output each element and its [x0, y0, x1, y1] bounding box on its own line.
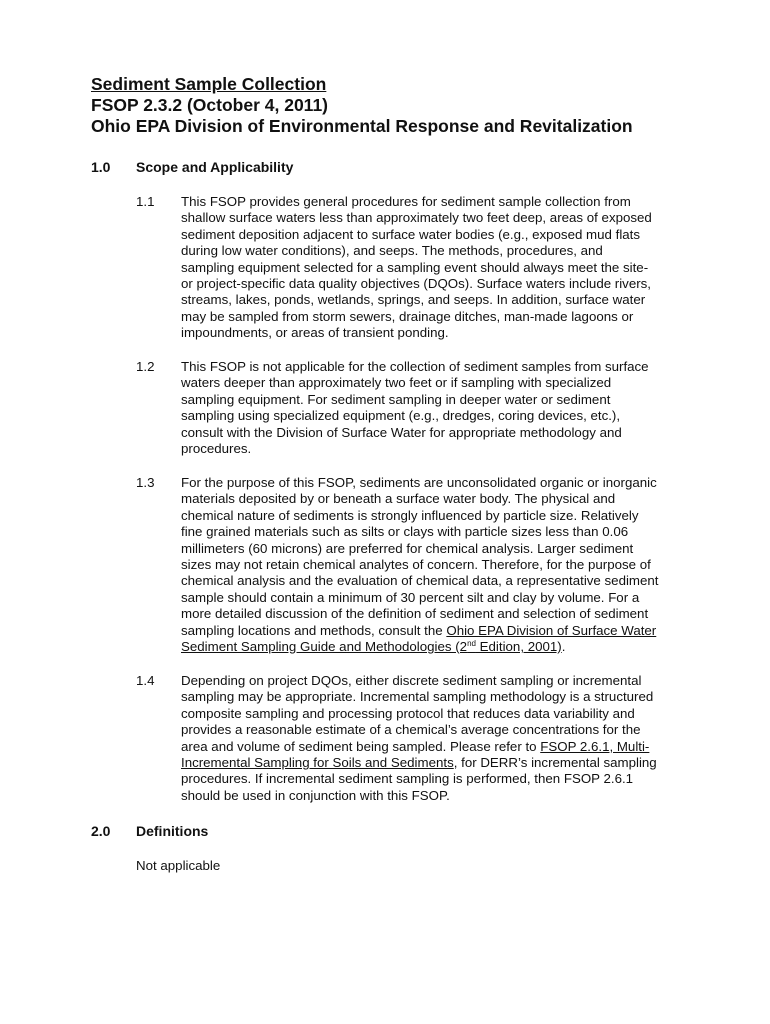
text-fragment: .: [561, 639, 566, 655]
paragraph-1-3: [181, 475, 691, 655]
section-number: 2.0: [91, 823, 111, 839]
text-line: chemical nature of sediments is strongly influenced by particle size. Relatively: [181, 507, 639, 523]
paragraph-1-1: [181, 194, 691, 342]
text-line: sizes may not retain chemical analytes of concern. Therefore, for the purpose of: [181, 557, 651, 573]
text-fragment: area and volume of sediment being sampled. Please refer to: [181, 738, 541, 754]
text-fragment: , for DERR’s incremental sampling: [453, 755, 657, 771]
link-text: Sediment Sampling Guide and Methodologies (2: [181, 639, 468, 655]
text-line: more detailed discussion of the definition of sediment and selection of sediment: [181, 606, 649, 622]
text-line: shallow surface waters less than approximately two feet deep, areas of exposed: [181, 210, 652, 226]
section-number: 1.0: [91, 159, 111, 175]
item-number: 1.4: [136, 673, 155, 688]
text-line: sediment deposition adjacent to surface water bodies (e.g., exposed mud flats: [181, 226, 641, 242]
fsop-version: FSOP 2.3.2 (October 4, 2011): [91, 95, 329, 115]
text-line: millimeters (60 microns) are preferred for chemical analysis. Larger sediment: [181, 540, 634, 556]
section-body: Not applicable: [136, 858, 221, 873]
document-header: [91, 74, 711, 137]
text-line: sampling using specialized equipment (e.g., dredges, coring devices, etc.),: [181, 408, 621, 424]
text-line: For the purpose of this FSOP, sediments are unconsolidated organic or inorganic: [181, 475, 657, 490]
text-line: [181, 639, 691, 655]
organization-name: Ohio EPA Division of Environmental Response and Revitalization: [91, 116, 633, 136]
section-title: Scope and Applicability: [136, 159, 294, 175]
text-line: sampling may be appropriate. Incremental sampling methodology is a structured: [181, 689, 654, 705]
text-line: fine grained materials such as silts or clays with particle sizes less than 0.06: [181, 524, 629, 540]
text-line: [181, 755, 691, 771]
item-number: 1.3: [136, 475, 155, 490]
text-line: streams, lakes, ponds, wetlands, springs, and seeps. In addition, surface water: [181, 292, 646, 308]
text-line: during low water conditions), and seeps. The methods, procedures, and: [181, 243, 603, 259]
text-line: chemical analysis and the evaluation of chemical data, a representative sediment: [181, 573, 659, 589]
text-line: [181, 739, 691, 755]
superscript: nd: [467, 639, 476, 649]
text-line: sampling equipment selected for a sampling event should always meet the site-: [181, 259, 649, 275]
link-text: Edition, 2001): [475, 639, 562, 655]
text-line: or project-specific data quality objectives (DQOs). Surface waters include rivers,: [181, 276, 652, 292]
text-line: should be used in conjunction with this FSOP.: [181, 787, 450, 803]
text-line: impoundments, or areas of transient ponding.: [181, 325, 449, 341]
fsop-2-6-1-link-cont[interactable]: Incremental Sampling for Soils and Sediments: [181, 755, 454, 771]
document-title: Sediment Sample Collection: [91, 74, 327, 94]
text-line: Depending on project DQOs, either discrete sediment sampling or incremental: [181, 673, 642, 688]
text-line: provides a reasonable estimate of a chemical’s average concentrations for the: [181, 722, 641, 738]
text-line: consult with the Division of Surface Water for appropriate methodology and: [181, 424, 622, 440]
text-line: materials deposited by or beneath a surface water body. The physical and: [181, 491, 616, 507]
paragraph-1-2: [181, 359, 691, 457]
fsop-2-6-1-link[interactable]: FSOP 2.6.1, Multi-: [540, 738, 650, 754]
text-line: sampling equipment. For sediment sampling in deeper water or sediment: [181, 391, 611, 407]
paragraph-1-4: [181, 673, 691, 804]
text-line: waters deeper than approximately two feet or if sampling with specialized: [181, 375, 612, 391]
text-line: procedures.: [181, 441, 252, 457]
surface-water-guide-link[interactable]: Ohio EPA Division of Surface Water: [446, 622, 657, 638]
text-line: This FSOP provides general procedures for sediment sample collection from: [181, 194, 631, 209]
item-number: 1.2: [136, 359, 155, 374]
text-line: procedures. If incremental sediment sampling is performed, then FSOP 2.6.1: [181, 771, 634, 787]
surface-water-guide-link-cont[interactable]: [181, 639, 562, 654]
text-fragment: sampling locations and methods, consult the: [181, 622, 447, 638]
item-number: 1.1: [136, 194, 155, 209]
text-line: [181, 623, 691, 639]
section-title: Definitions: [136, 823, 209, 839]
text-line: composite sampling and processing protocol that reduces data variability and: [181, 705, 635, 721]
text-line: may be sampled from storm sewers, drainage ditches, man-made lagoons or: [181, 308, 634, 324]
text-line: sample should contain a minimum of 30 percent silt and clay by volume. For a: [181, 589, 640, 605]
text-line: This FSOP is not applicable for the collection of sediment samples from surface: [181, 359, 649, 374]
